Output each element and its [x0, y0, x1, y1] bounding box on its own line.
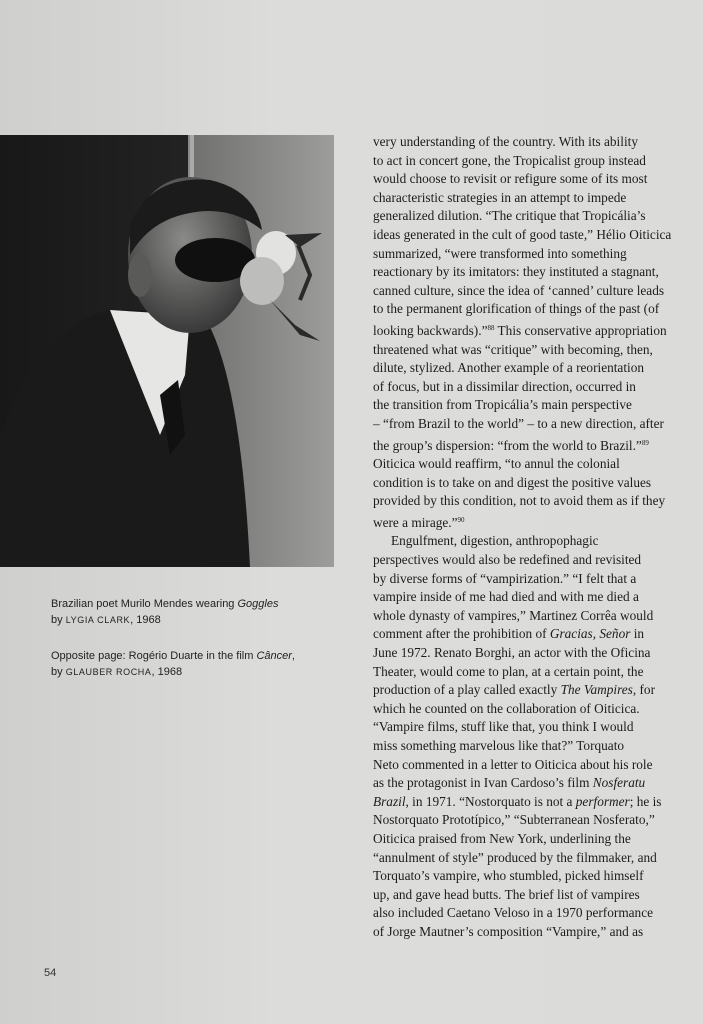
photo-caption [51, 596, 321, 628]
footnote-ref: 88 [487, 323, 495, 332]
text-line: Nostorquato Prototípico,” “Subterranean Nosferato,” [373, 812, 655, 828]
footnote-ref: 89 [641, 438, 649, 447]
text-line: would choose to revisit or refigure some of its most [373, 171, 648, 187]
text-line: looking backwards).”$^{88}$ This conservative appropriation [373, 322, 667, 338]
text-line: as the protagonist in Ivan Cardoso’s film Nosferatu [373, 775, 646, 791]
text-line: condition is to take on and digest the positive values [373, 474, 652, 490]
text-line: were a mirage.”$^{90}$ [373, 514, 465, 530]
text-line: also included Caetano Veloso in a 1970 performance [373, 905, 654, 921]
text-line: whole dynasty of vampires,” Martinez Corrêa would [373, 607, 654, 623]
caption-text: Brazilian poet Murilo Mendes wearing [51, 598, 235, 610]
text-line: which he counted on the collaboration of Oiticica. [373, 700, 640, 716]
page-number: 54 [44, 967, 57, 979]
caption-year: , 1968 [151, 666, 183, 678]
caption-year: , 1968 [130, 614, 161, 626]
text-line: vampire inside of me had died and with me died a [373, 589, 639, 605]
photograph-image [0, 135, 334, 567]
text-line: by diverse forms of “vampirization.” “I felt that a [373, 570, 637, 586]
text-line: Engulfment, digestion, anthropophagic [391, 533, 599, 549]
text-line: Brazil, in 1971. “Nostorquato is not a performer; he is [373, 793, 662, 809]
text-line: Oiticica would reaffirm, “to annul the colonial [373, 456, 620, 472]
caption-text: Opposite page: Rogério Duarte in the film [51, 650, 254, 662]
caption-artwork-title: Goggles [237, 598, 279, 610]
text-line: characteristic strategies in an attempt to impede [373, 189, 627, 205]
caption-by: by [51, 666, 63, 678]
text-line: – “from Brazil to the world” – to a new direction, after [373, 415, 664, 431]
text-line: comment after the prohibition of Gracias, Señor in [373, 626, 645, 642]
play-title: The Vampires [560, 682, 633, 698]
text-line: miss something marvelous like that?” Torquato [373, 738, 625, 753]
caption-film-title: Câncer [256, 650, 292, 662]
play-title: Gracias, Señor [549, 626, 631, 642]
film-title: Nosferatu [592, 775, 646, 791]
text-line: “Vampire films, stuff like that, you think I would [373, 719, 634, 735]
text-line: the group’s dispersion: “from the world to Brazil.”$^{89}$ [373, 437, 649, 453]
caption-artist: LYGIA CLARK [65, 615, 131, 625]
text-line: “annulment of style” produced by the filmmaker, and [373, 849, 657, 865]
film-title: Brazil [373, 793, 406, 809]
footnote-ref: 90 [457, 515, 465, 524]
text-line: summarized, “were transformed into something [373, 245, 627, 261]
text-line: perspectives would also be redefined and revisited [373, 552, 642, 568]
text-line: Oiticica praised from New York, underlining the [373, 830, 631, 846]
text-line: generalized dilution. “The critique that Tropicália’s [373, 208, 646, 224]
text-line: ideas generated in the cult of good taste,” Hélio Oiticica [373, 226, 672, 242]
text-line: provided by this condition, not to avoid them as if they [373, 493, 666, 509]
text-line: Torquato’s vampire, who stumbled, picked himself [373, 868, 644, 884]
text-line: of Jorge Mautner’s composition “Vampire,” and as [373, 923, 644, 939]
text-line: very understanding of the country. With its ability [373, 134, 638, 149]
text-line: to act in concert gone, the Tropicalist group instead [373, 152, 646, 168]
body-text [373, 133, 685, 942]
opposite-page-caption: Opposite page: Rogério Duarte in the film Câncer, by GLAUBER ROCHA, 1968 [51, 650, 295, 678]
text-line: up, and gave head butts. The brief list of vampires [373, 886, 640, 902]
caption-by: by [51, 614, 63, 626]
photo-murilo-mendes-goggles [0, 135, 334, 567]
text-line: dilute, stylized. Another example of a reorientation [373, 360, 645, 376]
text-line: reactionary by its imitators: they instituted a stagnant, [373, 264, 659, 280]
text-line: production of a play called exactly The Vampires, for [373, 682, 655, 698]
text-line: the transition from Tropicália’s main perspective [373, 397, 632, 413]
text-line: threatened what was “critique” with becoming, then, [373, 341, 653, 357]
text-line: canned culture, since the idea of ‘canned’ culture leads [373, 282, 665, 298]
text-line: of focus, but in a dissimilar direction, occurred in [373, 378, 636, 394]
caption-director: GLAUBER ROCHA [65, 667, 152, 677]
text-line: Theater, would come to plan, at a certain point, the [373, 663, 644, 679]
text-line: Neto commented in a letter to Oiticica about his role [373, 756, 653, 772]
text-line: June 1972. Renato Borghi, an actor with the Oficina [373, 645, 651, 661]
text-line: to the permanent glorification of things of the past (of [373, 301, 660, 317]
